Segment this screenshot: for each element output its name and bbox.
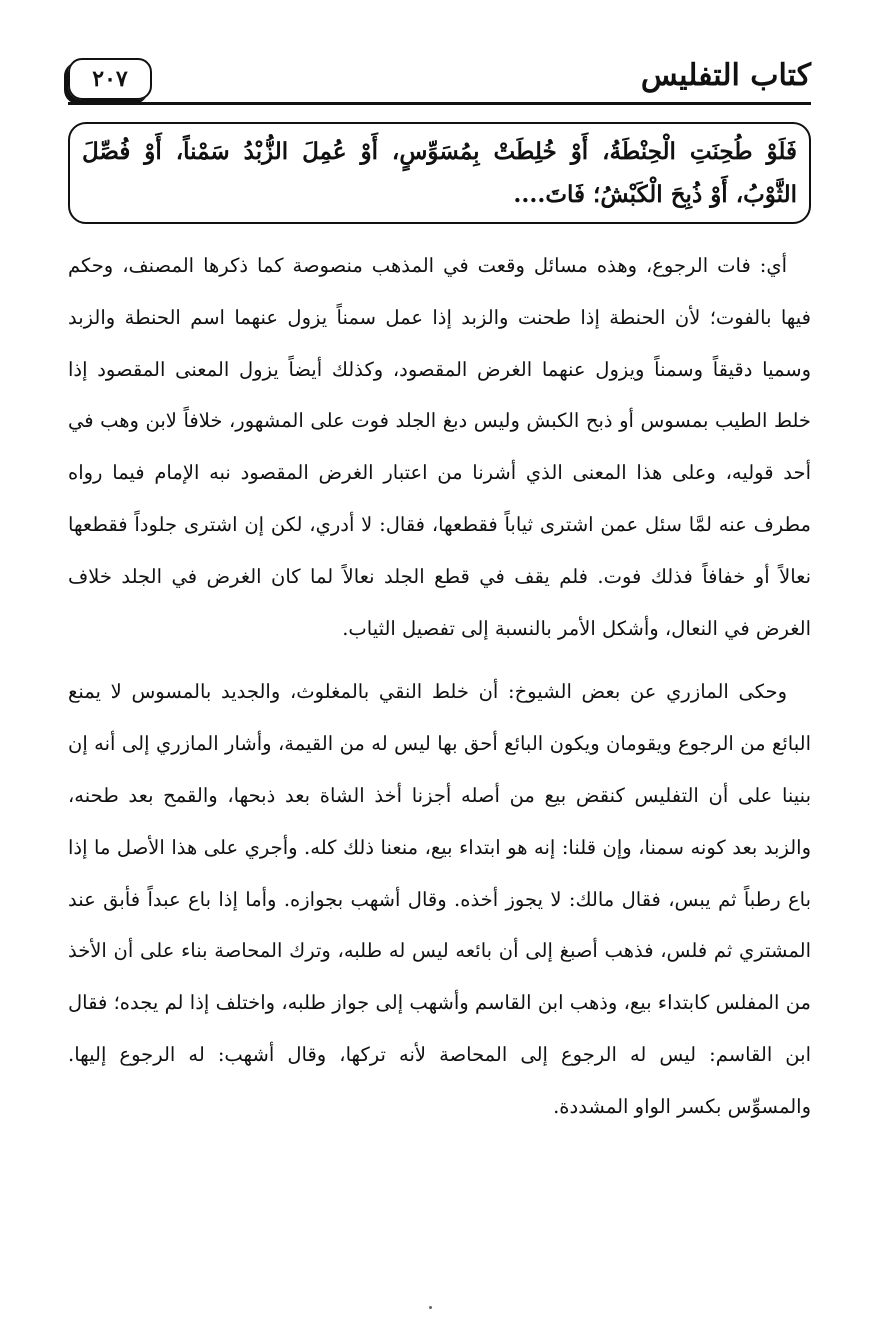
matn-text: فَلَوْ طُحِنَتِ الْحِنْطَةُ، أَوْ خُلِطَتْ بِمُسَوِّسٍ، أَوْ عُمِلَ الزُّبْدُ سَمْناً، أَوْ فُصِّلَ الثَّوْبُ، أَوْ ذُبِحَ الْكَبْشُ؛ فَاتَ.... <box>82 138 797 208</box>
page-number-badge <box>68 58 152 100</box>
header-divider <box>68 102 811 105</box>
footer-mark <box>429 1306 432 1309</box>
page-number: ٢٠٧ <box>92 66 128 92</box>
commentary-body <box>68 240 811 1133</box>
running-header-title: كتاب التفليس <box>640 58 811 93</box>
commentary-paragraph-1: أي: فات الرجوع، وهذه مسائل وقعت في المذهب منصوصة كما ذكرها المصنف، وحكم فيها بالفوت؛ لأن الحنطة إذا طحنت والزبد إذا عمل سمناً يزول عنهما اسم الحنطة والزبد وسميا دقيقاً وسمناً ويزول عنهما الغرض المقصود، وكذلك أيضاً يزول المعنى المقصود إذا خلط الطيب بمسوس أو ذبح الكبش وليس دبغ الجلد فوت على المشهور، خلافاً لابن وهب في أحد قوليه، وعلى هذا المعنى الذي أشرنا من اعتبار الغرض المقصود نبه الإمام فيما رواه مطرف عنه لمَّا سئل عمن اشترى ثياباً فقطعها، فقال: لا أدري، لكن إن اشترى جلوداً فقطعها نعالاً أو خفافاً فذلك فوت. فلم يقف في قطع الجلد نعالاً لما كان الغرض في الجلد خلاف الغرض في النعال، وأشكل الأمر بالنسبة إلى تفصيل الثياب. <box>68 254 811 640</box>
matn-text-box <box>68 122 811 224</box>
commentary-paragraph-2: وحكى المازري عن بعض الشيوخ: أن خلط النقي بالمغلوث، والجديد بالمسوس لا يمنع البائع من الرجوع ويقومان ويكون البائع أحق بها ليس له من القيمة، وأشار المازري إلى أنه إن بنينا على أن التفليس كنقض بيع من أصله أجزنا أخذ الشاة بعد ذبحها، والقمح بعد طحنه، والزبد بعد كونه سمنا، وإن قلنا: إنه هو ابتداء بيع، منعنا ذلك كله. وأجري على هذا الأصل ما إذا باع رطباً ثم يبس، فقال مالك: لا يجوز أخذه. وقال أشهب بجوازه. وأما إذا باع عبداً فأبق عند المشتري ثم فلس، فذهب أصبغ إلى أن بائعه ليس له طلبه، وترك المحاصة بناء على أن الأخذ من المفلس كابتداء بيع، وذهب ابن القاسم وأشهب إلى جواز طلبه، واختلف إذا لم يجده؛ فقال ابن القاسم: ليس له الرجوع إلى المحاصة لأنه تركها، وقال أشهب: له الرجوع إليها. والمسوِّس بكسر الواو المشددة. <box>68 680 811 1118</box>
